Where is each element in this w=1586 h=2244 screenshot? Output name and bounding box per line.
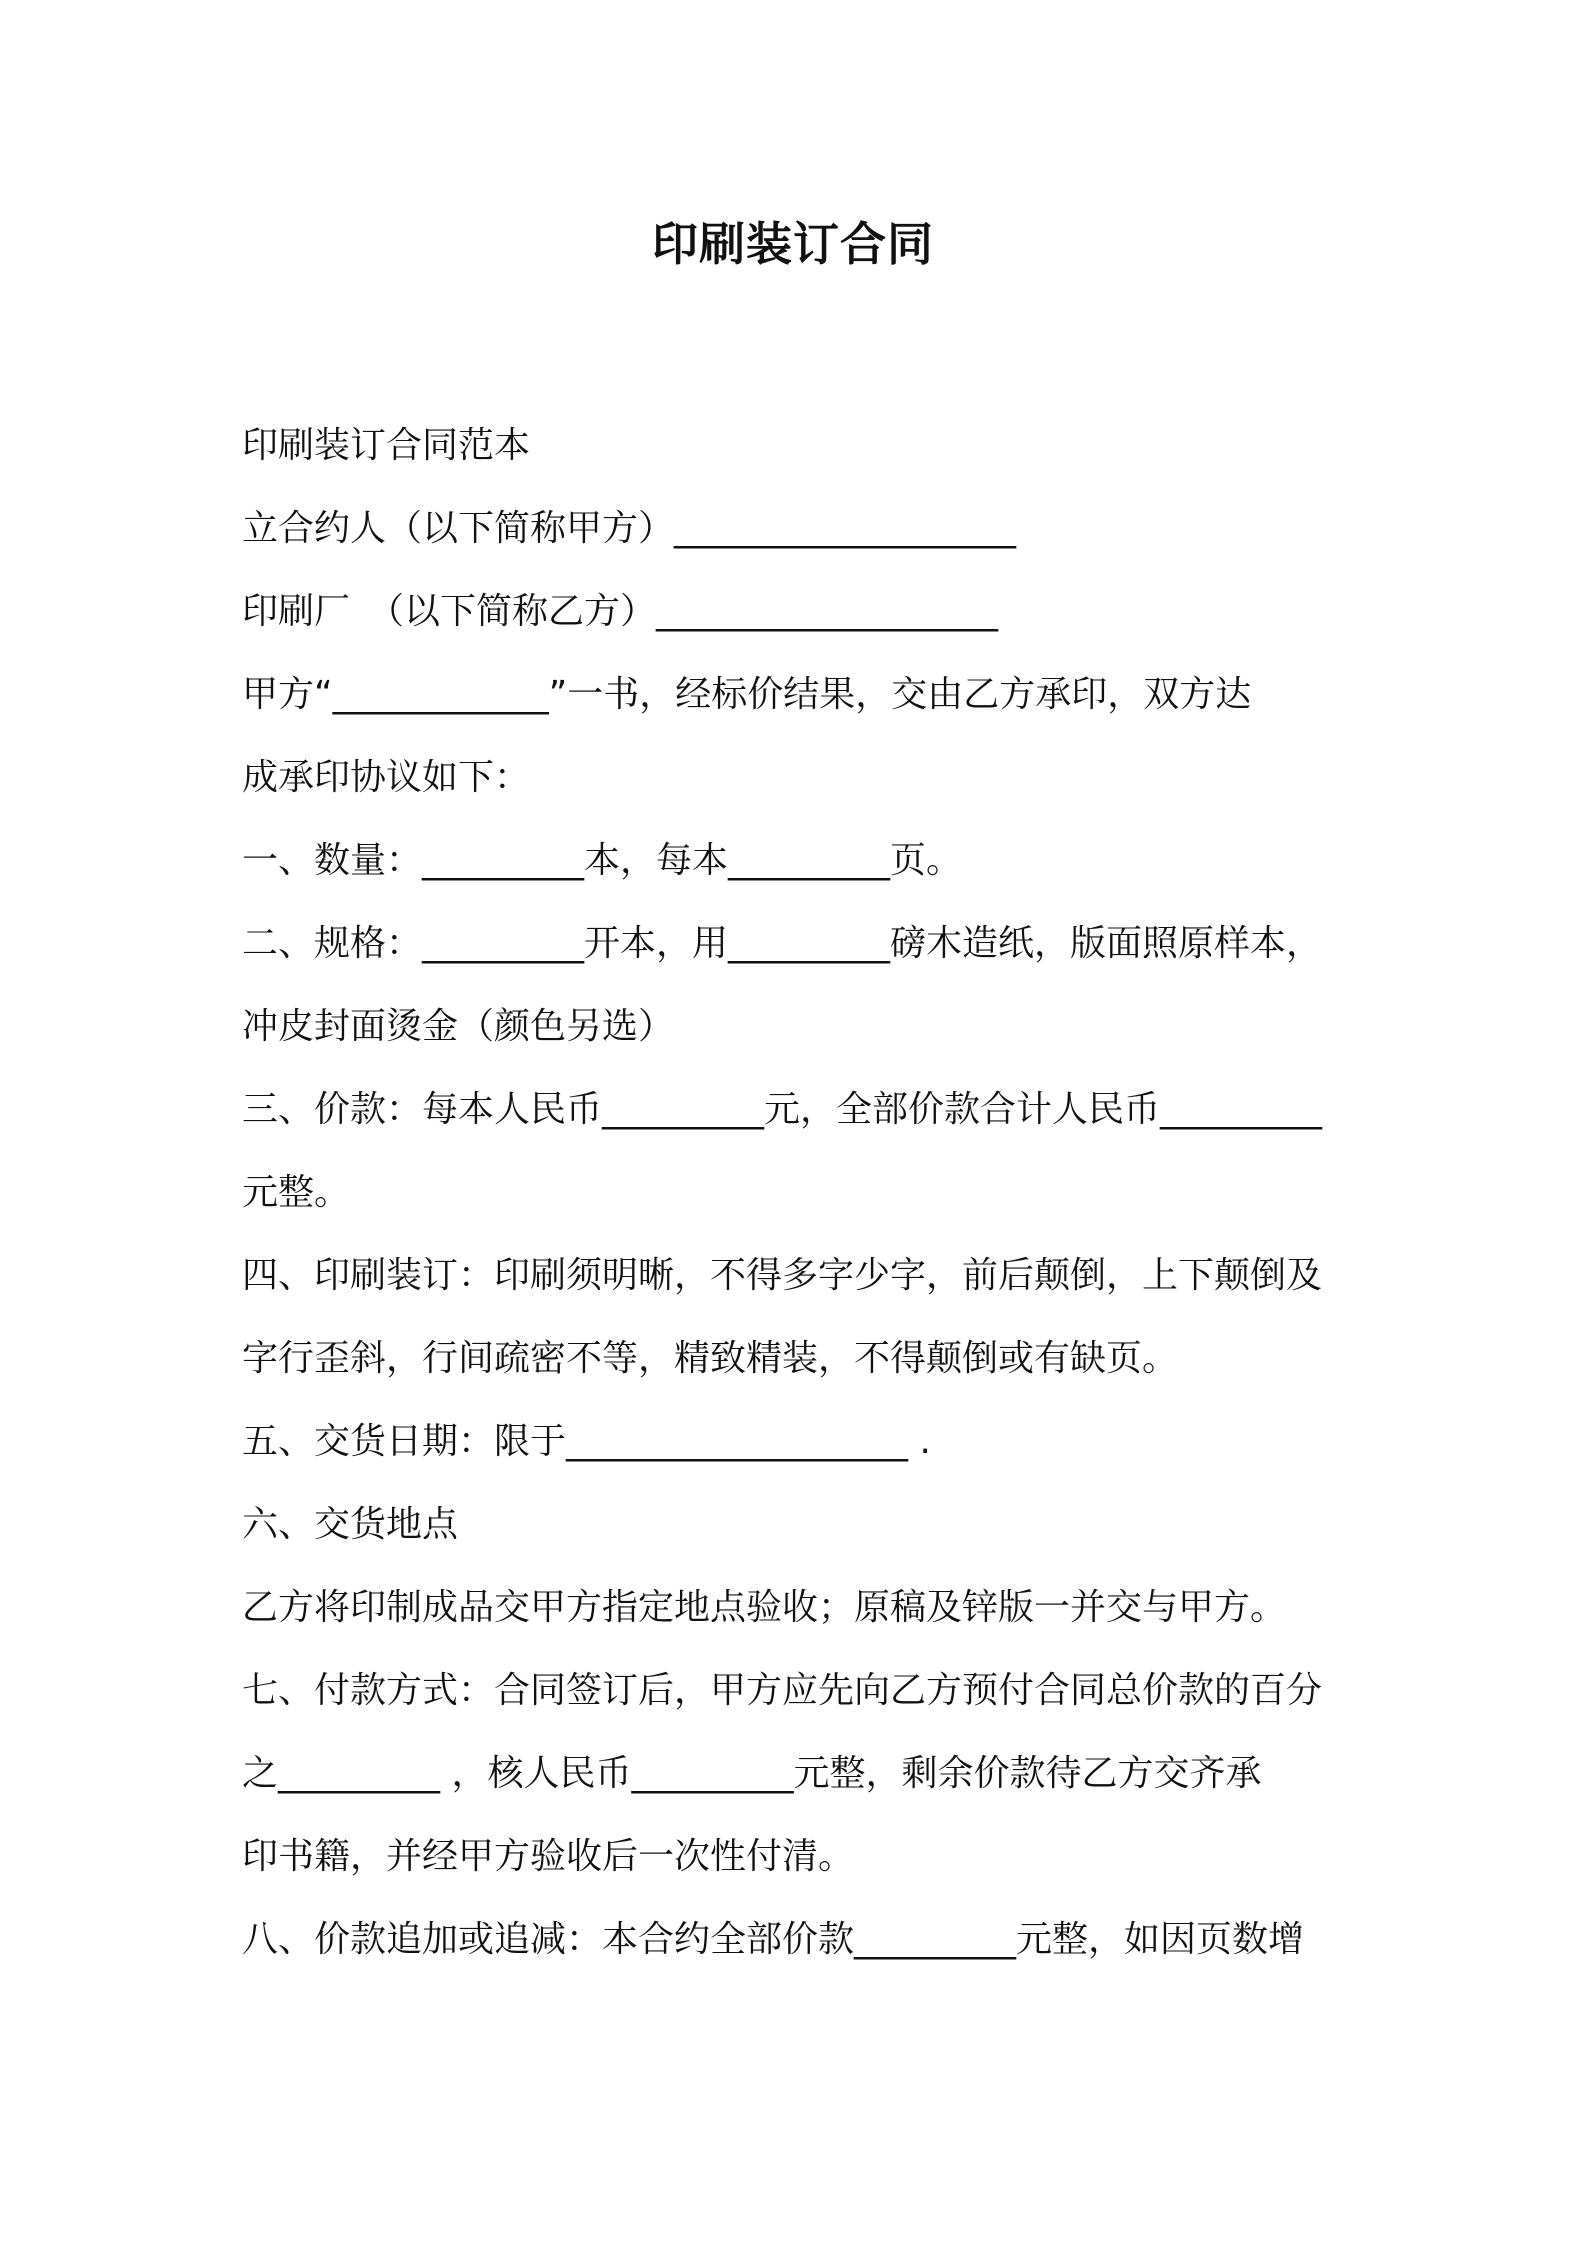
party-a-line: 立合约人（以下简称甲方）___________________ (242, 508, 1017, 549)
clause-7-payment-line-2: 之_________ ，核人民币_________元整，剩余价款待乙方交齐承 (242, 1753, 1262, 1794)
clause-3-price-line-2: 元整。 (242, 1172, 351, 1213)
document-title: 印刷装订合同 (652, 217, 934, 271)
heading-contract-template: 印刷装订合同范本 (242, 425, 531, 466)
clause-4-printing-line-1: 四、印刷装订：印刷须明晰，不得多字少字，前后颠倒，上下颠倒及 (242, 1255, 1323, 1296)
intro-line-1: 甲方“____________”一书，经标价结果，交由乙方承印，双方达 (242, 674, 1252, 715)
clause-6-delivery-place: 六、交货地点 (242, 1504, 459, 1545)
clause-2-spec-line-2: 冲皮封面烫金（颜色另选） (242, 1006, 675, 1047)
clause-2-spec-line-1: 二、规格：_________开本，用_________磅木造纸，版面照原样本， (242, 923, 1323, 964)
clause-1-quantity: 一、数量：_________本，每本_________页。 (242, 840, 963, 881)
clause-6-delivery-detail: 乙方将印制成品交甲方指定地点验收；原稿及锌版一并交与甲方。 (242, 1587, 1287, 1628)
document-body (242, 404, 1362, 1981)
clause-3-price-line-1: 三、价款：每本人民币_________元，全部价款合计人民币_________ (242, 1089, 1323, 1130)
clause-4-printing-line-2: 字行歪斜，行间疏密不等，精致精装，不得颠倒或有缺页。 (242, 1338, 1179, 1379)
clause-8-adjustment-line-1: 八、价款追加或追减：本合约全部价款_________元整，如因页数增 (242, 1919, 1305, 1960)
party-b-line: 印刷厂 （以下简称乙方）___________________ (242, 591, 999, 632)
clause-7-payment-line-1: 七、付款方式：合同签订后，甲方应先向乙方预付合同总价款的百分 (242, 1670, 1323, 1711)
clause-7-payment-line-3: 印书籍，并经甲方验收后一次性付清。 (242, 1836, 855, 1877)
clause-5-delivery-date: 五、交货日期：限于___________________ . (242, 1421, 931, 1462)
intro-line-2: 成承印协议如下： (242, 757, 531, 798)
